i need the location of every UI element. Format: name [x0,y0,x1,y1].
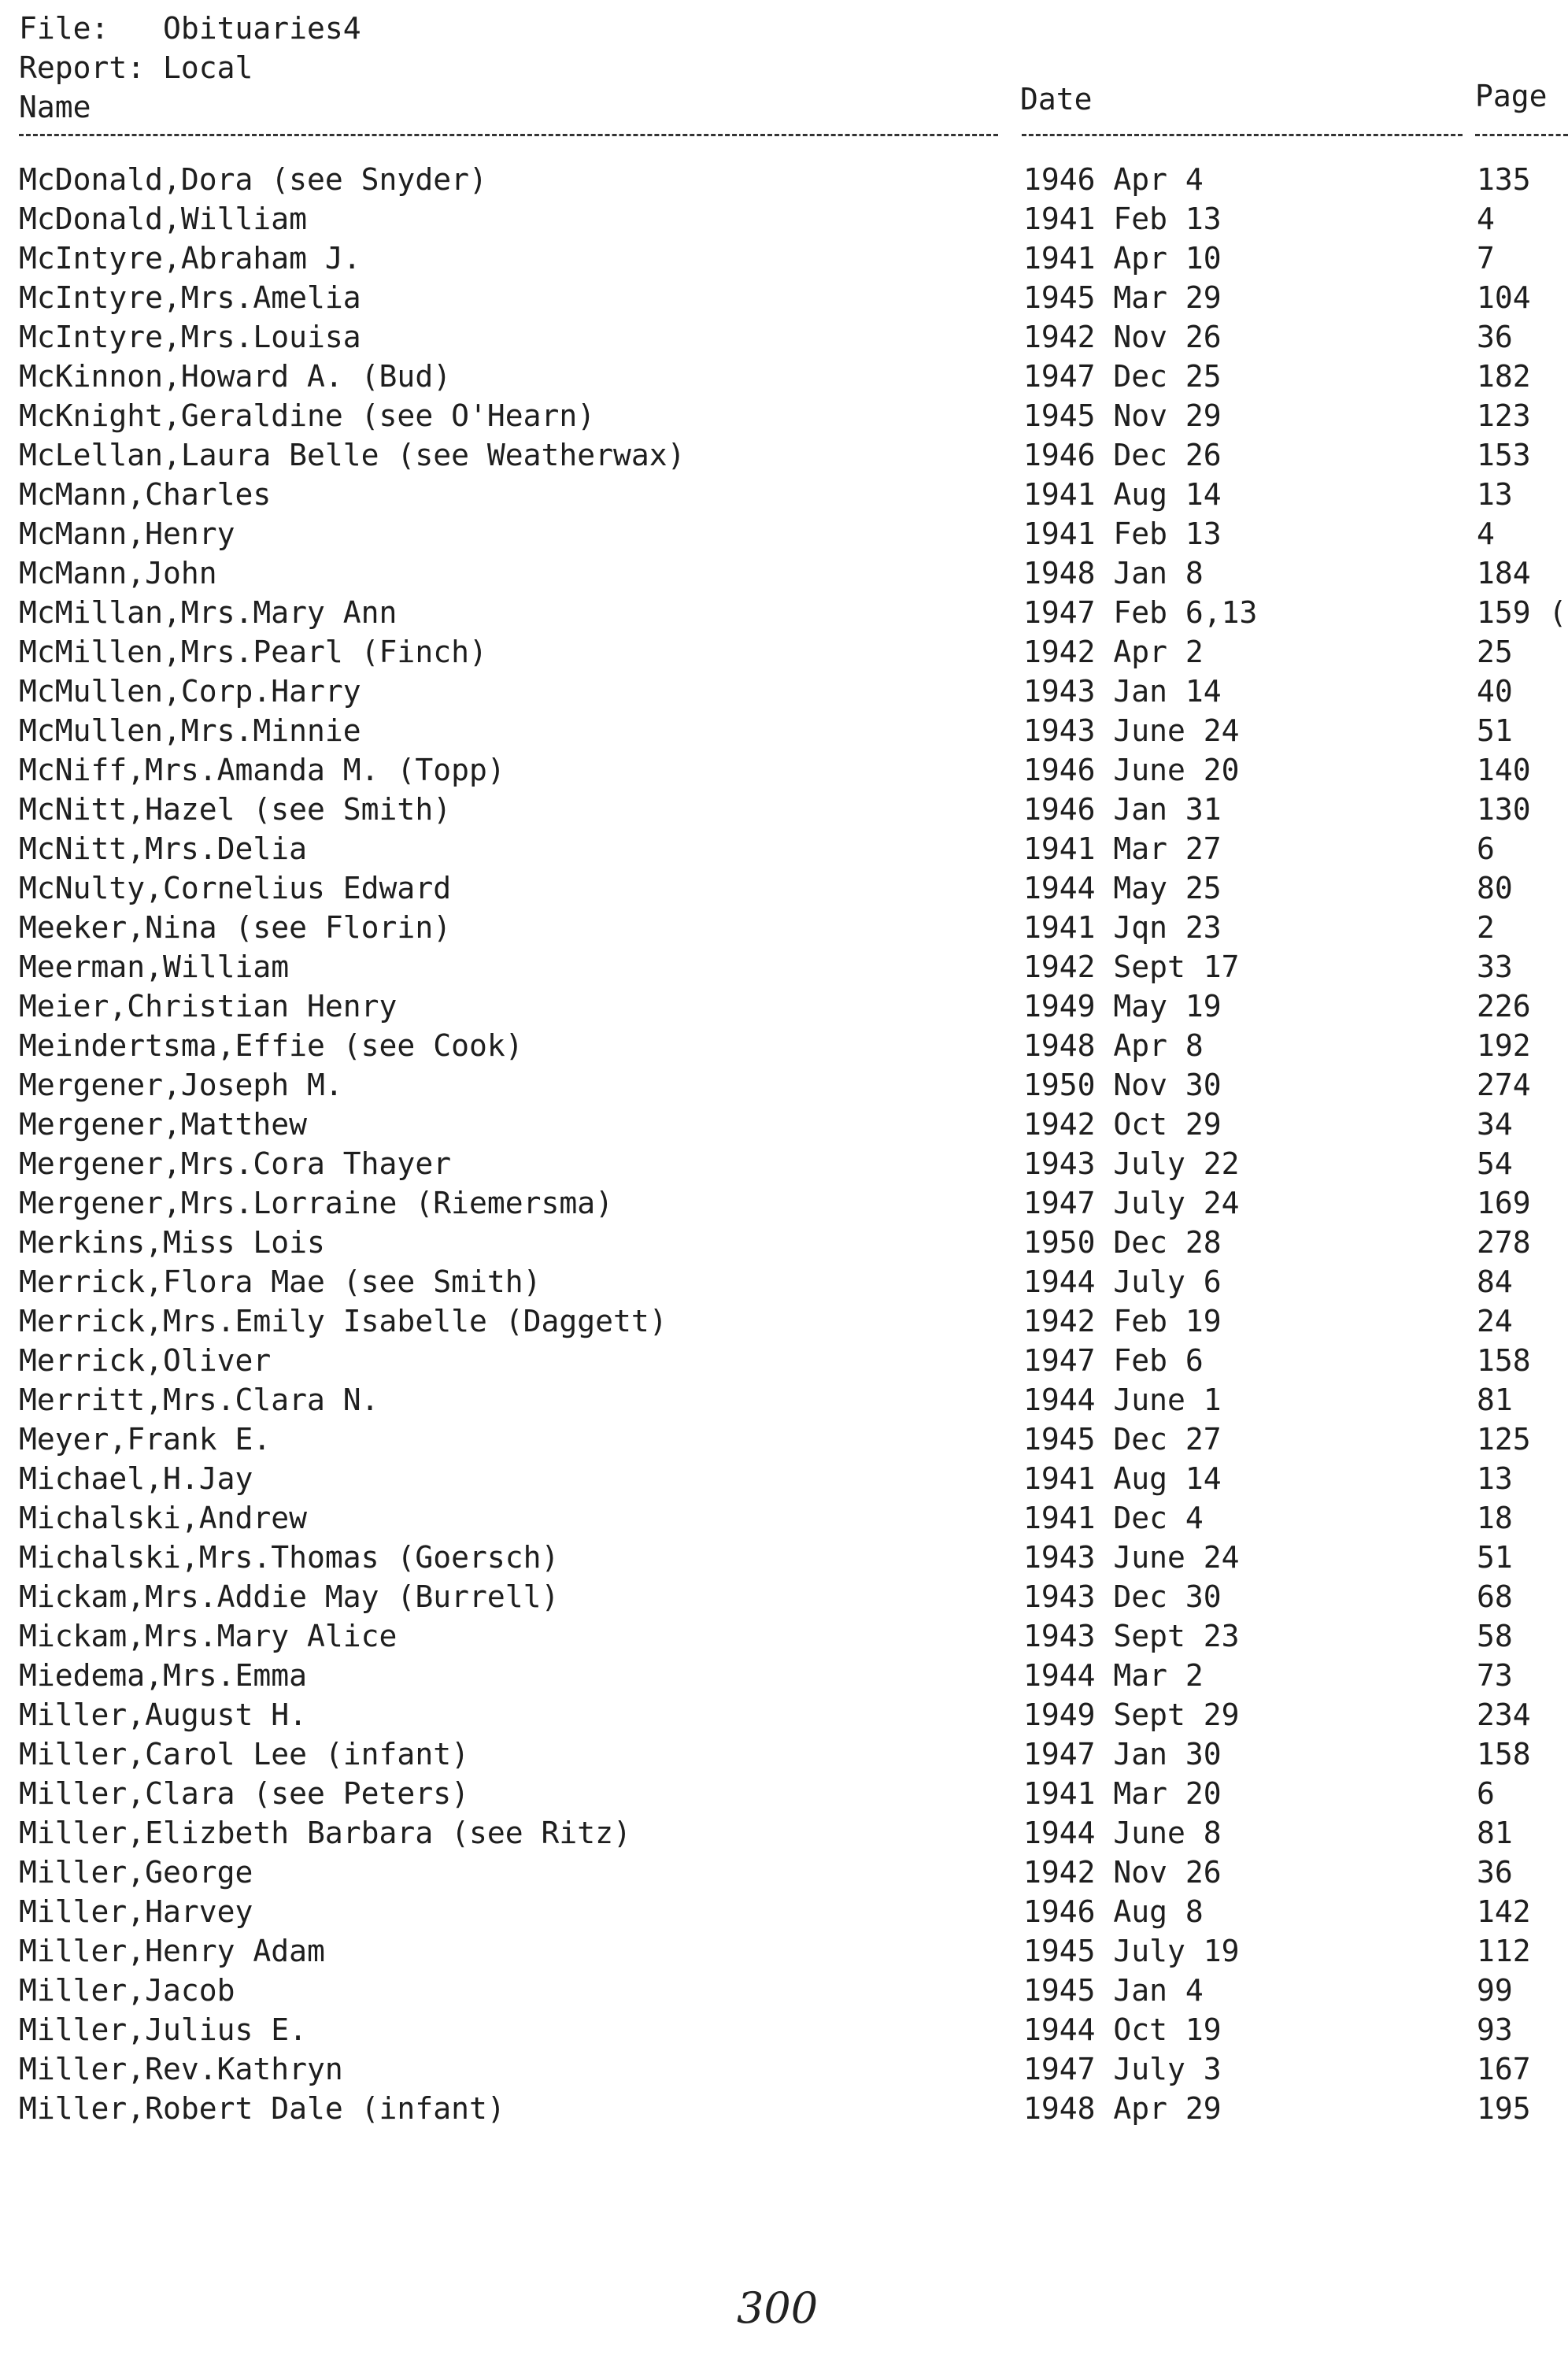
entry-page: 226 [1477,989,1531,1024]
entry-name: Miller,Julius E. [19,2012,308,2047]
entry-name: Michael,H.Jay [19,1461,253,1496]
entry-date: 1947 Feb 6 [1023,1343,1204,1378]
entry-date: 1943 June 24 [1023,713,1240,748]
table-row [0,1540,1568,1579]
page-column-divider [1475,134,1568,136]
entry-page: 73 [1477,1658,1513,1693]
table-row [0,1737,1568,1776]
entry-page: 81 [1477,1383,1513,1417]
page-column-header: Page [1475,79,1548,113]
table-row [0,2012,1568,2052]
entry-name: McMullen,Corp.Harry [19,674,361,709]
entry-name: Mergener,Mrs.Lorraine (Riemersma) [19,1186,613,1220]
date-column-divider [1022,134,1463,136]
entry-page: 135 [1477,162,1531,197]
entry-name: Michalski,Andrew [19,1501,308,1535]
entry-page: 36 [1477,1855,1513,1890]
entry-name: Merritt,Mrs.Clara N. [19,1383,379,1417]
table-row [0,241,1568,280]
table-row [0,1501,1568,1540]
table-row [0,792,1568,831]
entry-name: Miller,Henry Adam [19,1934,325,1968]
entry-date: 1949 Sept 29 [1023,1697,1240,1732]
entry-date: 1941 Apr 10 [1023,241,1222,276]
table-row [0,1304,1568,1343]
entry-date: 1943 Jan 14 [1023,674,1222,709]
entry-name: Miller,Clara (see Peters) [19,1776,469,1811]
entry-date: 1942 Nov 26 [1023,320,1222,354]
table-row [0,162,1568,202]
entry-date: 1947 July 3 [1023,2052,1222,2086]
entry-page: 24 [1477,1304,1513,1338]
entry-name: Michalski,Mrs.Thomas (Goersch) [19,1540,560,1575]
entry-page: 184 [1477,556,1531,590]
entry-page: 81 [1477,1816,1513,1850]
entry-date: 1944 Mar 2 [1023,1658,1204,1693]
entry-date: 1941 Feb 13 [1023,516,1222,551]
entry-name: Miller,Rev.Kathryn [19,2052,343,2086]
table-row [0,871,1568,910]
table-row [0,1186,1568,1225]
report-label: Report: Local [19,50,253,85]
entry-date: 1946 Dec 26 [1023,438,1222,472]
entry-name: Miller,Robert Dale (infant) [19,2091,505,2126]
entry-page: 18 [1477,1501,1513,1535]
entry-date: 1944 June 8 [1023,1816,1222,1850]
entry-page: 112 [1477,1934,1531,1968]
table-row [0,398,1568,438]
entry-page: 13 [1477,1461,1513,1496]
entry-date: 1945 Jan 4 [1023,1973,1204,2008]
entry-page: 130 [1477,792,1531,827]
table-row [0,1934,1568,1973]
table-row [0,1343,1568,1383]
table-row [0,674,1568,713]
table-row [0,1461,1568,1501]
table-row [0,753,1568,792]
table-row [0,1068,1568,1107]
entry-date: 1942 Feb 19 [1023,1304,1222,1338]
table-row [0,1028,1568,1068]
entry-page: 4 [1477,516,1495,551]
entry-page: 123 [1477,398,1531,433]
table-row [0,1422,1568,1461]
entry-name: Mergener,Mrs.Cora Thayer [19,1146,452,1181]
entry-page: 58 [1477,1619,1513,1653]
entry-page: 51 [1477,713,1513,748]
entry-date: 1941 Feb 13 [1023,202,1222,236]
table-row [0,831,1568,871]
date-column-header: Date [1020,82,1093,117]
table-row [0,1383,1568,1422]
entry-date: 1950 Dec 28 [1023,1225,1222,1260]
entry-date: 1941 Aug 14 [1023,1461,1222,1496]
entry-date: 1941 Dec 4 [1023,1501,1204,1535]
entry-date: 1943 Sept 23 [1023,1619,1240,1653]
entry-page: 167 [1477,2052,1531,2086]
entry-name: McNitt,Mrs.Delia [19,831,308,866]
file-label: File: Obituaries4 [19,11,361,46]
entry-date: 1943 July 22 [1023,1146,1240,1181]
entry-name: Miller,George [19,1855,253,1890]
table-row [0,202,1568,241]
entry-date: 1945 Mar 29 [1023,280,1222,315]
entry-page: 25 [1477,635,1513,669]
entry-date: 1950 Nov 30 [1023,1068,1222,1102]
table-row [0,635,1568,674]
entry-name: Merrick,Flora Mae (see Smith) [19,1264,542,1299]
entry-date: 1946 June 20 [1023,753,1240,787]
entry-date: 1945 July 19 [1023,1934,1240,1968]
entry-name: McMullen,Mrs.Minnie [19,713,361,748]
table-row [0,1658,1568,1697]
entry-name: McLellan,Laura Belle (see Weatherwax) [19,438,686,472]
entry-name: Miller,Carol Lee (infant) [19,1737,469,1772]
name-column-divider [19,134,998,136]
entry-date: 1944 May 25 [1023,871,1222,905]
table-row [0,1225,1568,1264]
entry-name: McNitt,Hazel (see Smith) [19,792,452,827]
entry-page: 169 [1477,1186,1531,1220]
entry-name: McNulty,Cornelius Edward [19,871,452,905]
table-row [0,438,1568,477]
entry-date: 1948 Jan 8 [1023,556,1204,590]
entry-date: 1942 Sept 17 [1023,950,1240,984]
entry-page: 140 [1477,753,1531,787]
entry-name: McMillan,Mrs.Mary Ann [19,595,398,630]
entry-name: McIntyre,Abraham J. [19,241,361,276]
table-row [0,1107,1568,1146]
entry-page: 153 [1477,438,1531,472]
entry-page: 192 [1477,1028,1531,1063]
table-row [0,950,1568,989]
entry-page: 99 [1477,1973,1513,2008]
entry-name: Miller,Harvey [19,1894,253,1929]
table-row [0,713,1568,753]
entry-page: 6 [1477,1776,1495,1811]
entry-date: 1944 Oct 19 [1023,2012,1222,2047]
entry-date: 1946 Jan 31 [1023,792,1222,827]
entry-page: 142 [1477,1894,1531,1929]
entry-name: Mergener,Matthew [19,1107,308,1142]
table-row [0,516,1568,556]
entry-page: 182 [1477,359,1531,394]
entry-page: 13 [1477,477,1513,512]
entry-name: Meerman,William [19,950,290,984]
entry-name: Merrick,Oliver [19,1343,272,1378]
entry-page: 40 [1477,674,1513,709]
table-row [0,910,1568,950]
entry-page: 2 [1477,910,1495,945]
entry-name: Meeker,Nina (see Florin) [19,910,452,945]
entry-date: 1948 Apr 29 [1023,2091,1222,2126]
entry-name: Miller,Elizbeth Barbara (see Ritz) [19,1816,631,1850]
handwritten-page-number: 300 [737,2283,819,2333]
table-row [0,1776,1568,1816]
name-column-header: Name [19,90,91,124]
table-row [0,1579,1568,1619]
entry-name: Merrick,Mrs.Emily Isabelle (Daggett) [19,1304,668,1338]
entry-name: McIntyre,Mrs.Amelia [19,280,361,315]
entry-page: 159 ( [1477,595,1567,630]
table-row [0,1973,1568,2012]
entry-name: McMann,Charles [19,477,272,512]
entry-date: 1948 Apr 8 [1023,1028,1204,1063]
entry-page: 51 [1477,1540,1513,1575]
entry-page: 278 [1477,1225,1531,1260]
entry-name: McKinnon,Howard A. (Bud) [19,359,452,394]
entry-name: McIntyre,Mrs.Louisa [19,320,361,354]
table-row [0,1816,1568,1855]
entry-page: 68 [1477,1579,1513,1614]
entry-name: Mickam,Mrs.Addie May (Burrell) [19,1579,560,1614]
entry-date: 1943 Dec 30 [1023,1579,1222,1614]
table-row [0,2091,1568,2131]
entry-name: McKnight,Geraldine (see O'Hearn) [19,398,596,433]
entry-page: 33 [1477,950,1513,984]
entry-date: 1941 Mar 20 [1023,1776,1222,1811]
table-row [0,359,1568,398]
table-row [0,595,1568,635]
entry-date: 1942 Apr 2 [1023,635,1204,669]
entry-date: 1943 June 24 [1023,1540,1240,1575]
entry-page: 93 [1477,2012,1513,2047]
entry-name: Merkins,Miss Lois [19,1225,325,1260]
entry-page: 36 [1477,320,1513,354]
entry-page: 54 [1477,1146,1513,1181]
table-row [0,1855,1568,1894]
entry-page: 104 [1477,280,1531,315]
entry-date: 1947 July 24 [1023,1186,1240,1220]
entry-name: Meyer,Frank E. [19,1422,272,1457]
entry-name: Miller,August H. [19,1697,308,1732]
entry-date: 1942 Nov 26 [1023,1855,1222,1890]
entry-page: 195 [1477,2091,1531,2126]
table-row [0,320,1568,359]
entry-name: McMillen,Mrs.Pearl (Finch) [19,635,487,669]
entry-page: 158 [1477,1737,1531,1772]
entry-name: McDonald,Dora (see Snyder) [19,162,487,197]
entry-page: 34 [1477,1107,1513,1142]
entry-name: Miedema,Mrs.Emma [19,1658,308,1693]
entry-name: McNiff,Mrs.Amanda M. (Topp) [19,753,505,787]
entry-date: 1941 Jqn 23 [1023,910,1222,945]
entry-name: McMann,Henry [19,516,235,551]
table-row [0,1146,1568,1186]
entry-date: 1941 Mar 27 [1023,831,1222,866]
obituary-list [0,162,1568,2131]
table-row [0,1619,1568,1658]
entry-page: 274 [1477,1068,1531,1102]
entry-page: 6 [1477,831,1495,866]
entry-name: Mickam,Mrs.Mary Alice [19,1619,398,1653]
entry-date: 1947 Jan 30 [1023,1737,1222,1772]
entry-page: 234 [1477,1697,1531,1732]
entry-page: 4 [1477,202,1495,236]
entry-date: 1947 Feb 6,13 [1023,595,1258,630]
entry-page: 80 [1477,871,1513,905]
entry-date: 1949 May 19 [1023,989,1222,1024]
entry-page: 158 [1477,1343,1531,1378]
table-row [0,1697,1568,1737]
entry-date: 1944 June 1 [1023,1383,1222,1417]
entry-name: McDonald,William [19,202,308,236]
table-row [0,280,1568,320]
table-row [0,1264,1568,1304]
entry-name: McMann,John [19,556,217,590]
entry-date: 1945 Nov 29 [1023,398,1222,433]
table-row [0,2052,1568,2091]
entry-date: 1946 Aug 8 [1023,1894,1204,1929]
entry-date: 1947 Dec 25 [1023,359,1222,394]
entry-page: 7 [1477,241,1495,276]
entry-date: 1945 Dec 27 [1023,1422,1222,1457]
entry-page: 84 [1477,1264,1513,1299]
table-row [0,556,1568,595]
entry-name: Mergener,Joseph M. [19,1068,343,1102]
entry-name: Meindertsma,Effie (see Cook) [19,1028,523,1063]
entry-name: Miller,Jacob [19,1973,235,2008]
entry-date: 1941 Aug 14 [1023,477,1222,512]
entry-date: 1946 Apr 4 [1023,162,1204,197]
entry-name: Meier,Christian Henry [19,989,398,1024]
table-row [0,1894,1568,1934]
entry-date: 1942 Oct 29 [1023,1107,1222,1142]
table-row [0,989,1568,1028]
table-row [0,477,1568,516]
entry-page: 125 [1477,1422,1531,1457]
entry-date: 1944 July 6 [1023,1264,1222,1299]
